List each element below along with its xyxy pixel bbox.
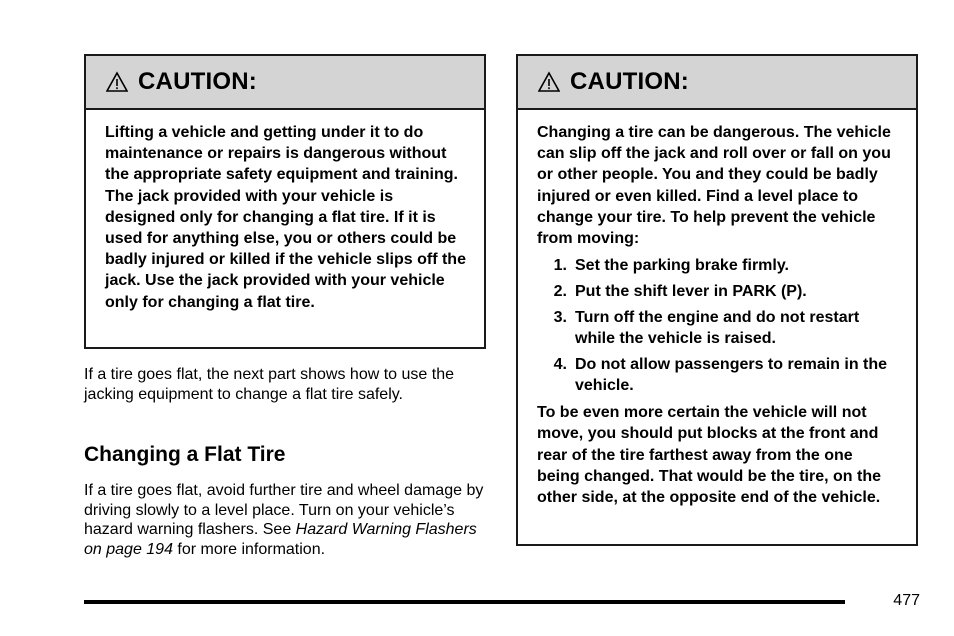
section-paragraph bbox=[84, 481, 494, 559]
list-item: 3. Turn off the engine and do not restart while the vehicle is raised. bbox=[553, 309, 860, 348]
warning-triangle-icon bbox=[106, 71, 128, 93]
section-heading: Changing a Flat Tire bbox=[84, 443, 286, 466]
page-number: 477 bbox=[893, 592, 920, 609]
cross-reference-link[interactable]: Hazard Warning Flashers on page 194 bbox=[84, 521, 477, 558]
caution-text: Lifting a vehicle and getting under it to do maintenance or repairs is dangerous without the appropriate safety equipment and training. The jack provided with your vehicle is designed only for changing a flat tire. If it is used for anything else, you or others could be badly injured or killed if the vehicle slips off the jack. Use the jack provided with your vehicle only for changing a flat tire. bbox=[105, 124, 466, 311]
footer-rule bbox=[84, 600, 845, 604]
caution-box-changing-tire bbox=[516, 54, 918, 546]
section-paragraph-end: for more information. bbox=[172, 540, 326, 558]
caution-intro: Changing a tire can be dangerous. The vehicle can slip off the jack and roll over or fall on you or other people. You and they could be badly injured or even killed. Find a level place to change your tire. To help prevent the vehicle from moving: bbox=[537, 124, 891, 248]
caution-box-lifting bbox=[84, 54, 486, 349]
caution-outro: To be even more certain the vehicle will not move, you should put blocks at the front and rear of the tire farthest away from the one being changed. That would be the tire, on the other side, at the opposite end of the vehicle. bbox=[537, 404, 882, 507]
warning-triangle-icon bbox=[538, 71, 560, 93]
caution-title: CAUTION: bbox=[138, 68, 257, 95]
caution-body bbox=[86, 110, 484, 313]
caution-title: CAUTION: bbox=[570, 68, 689, 95]
caution-body bbox=[518, 110, 916, 508]
list-item: 2. Put the shift lever in PARK (P). bbox=[553, 283, 807, 301]
list-item: 4. Do not allow passengers to remain in the vehicle. bbox=[553, 356, 888, 395]
caution-steps-list bbox=[537, 255, 898, 396]
caution-header bbox=[86, 56, 484, 110]
section-paragraph-start: If a tire goes flat, avoid further tire and wheel damage by driving slowly to a level place. Turn on your vehicle’s hazard warning flashers. See bbox=[84, 482, 484, 538]
list-item: 1. Set the parking brake firmly. bbox=[553, 257, 789, 275]
intro-paragraph: If a tire goes flat, the next part shows how to use the jacking equipment to change a flat tire safely. bbox=[84, 366, 454, 403]
caution-header bbox=[518, 56, 916, 110]
